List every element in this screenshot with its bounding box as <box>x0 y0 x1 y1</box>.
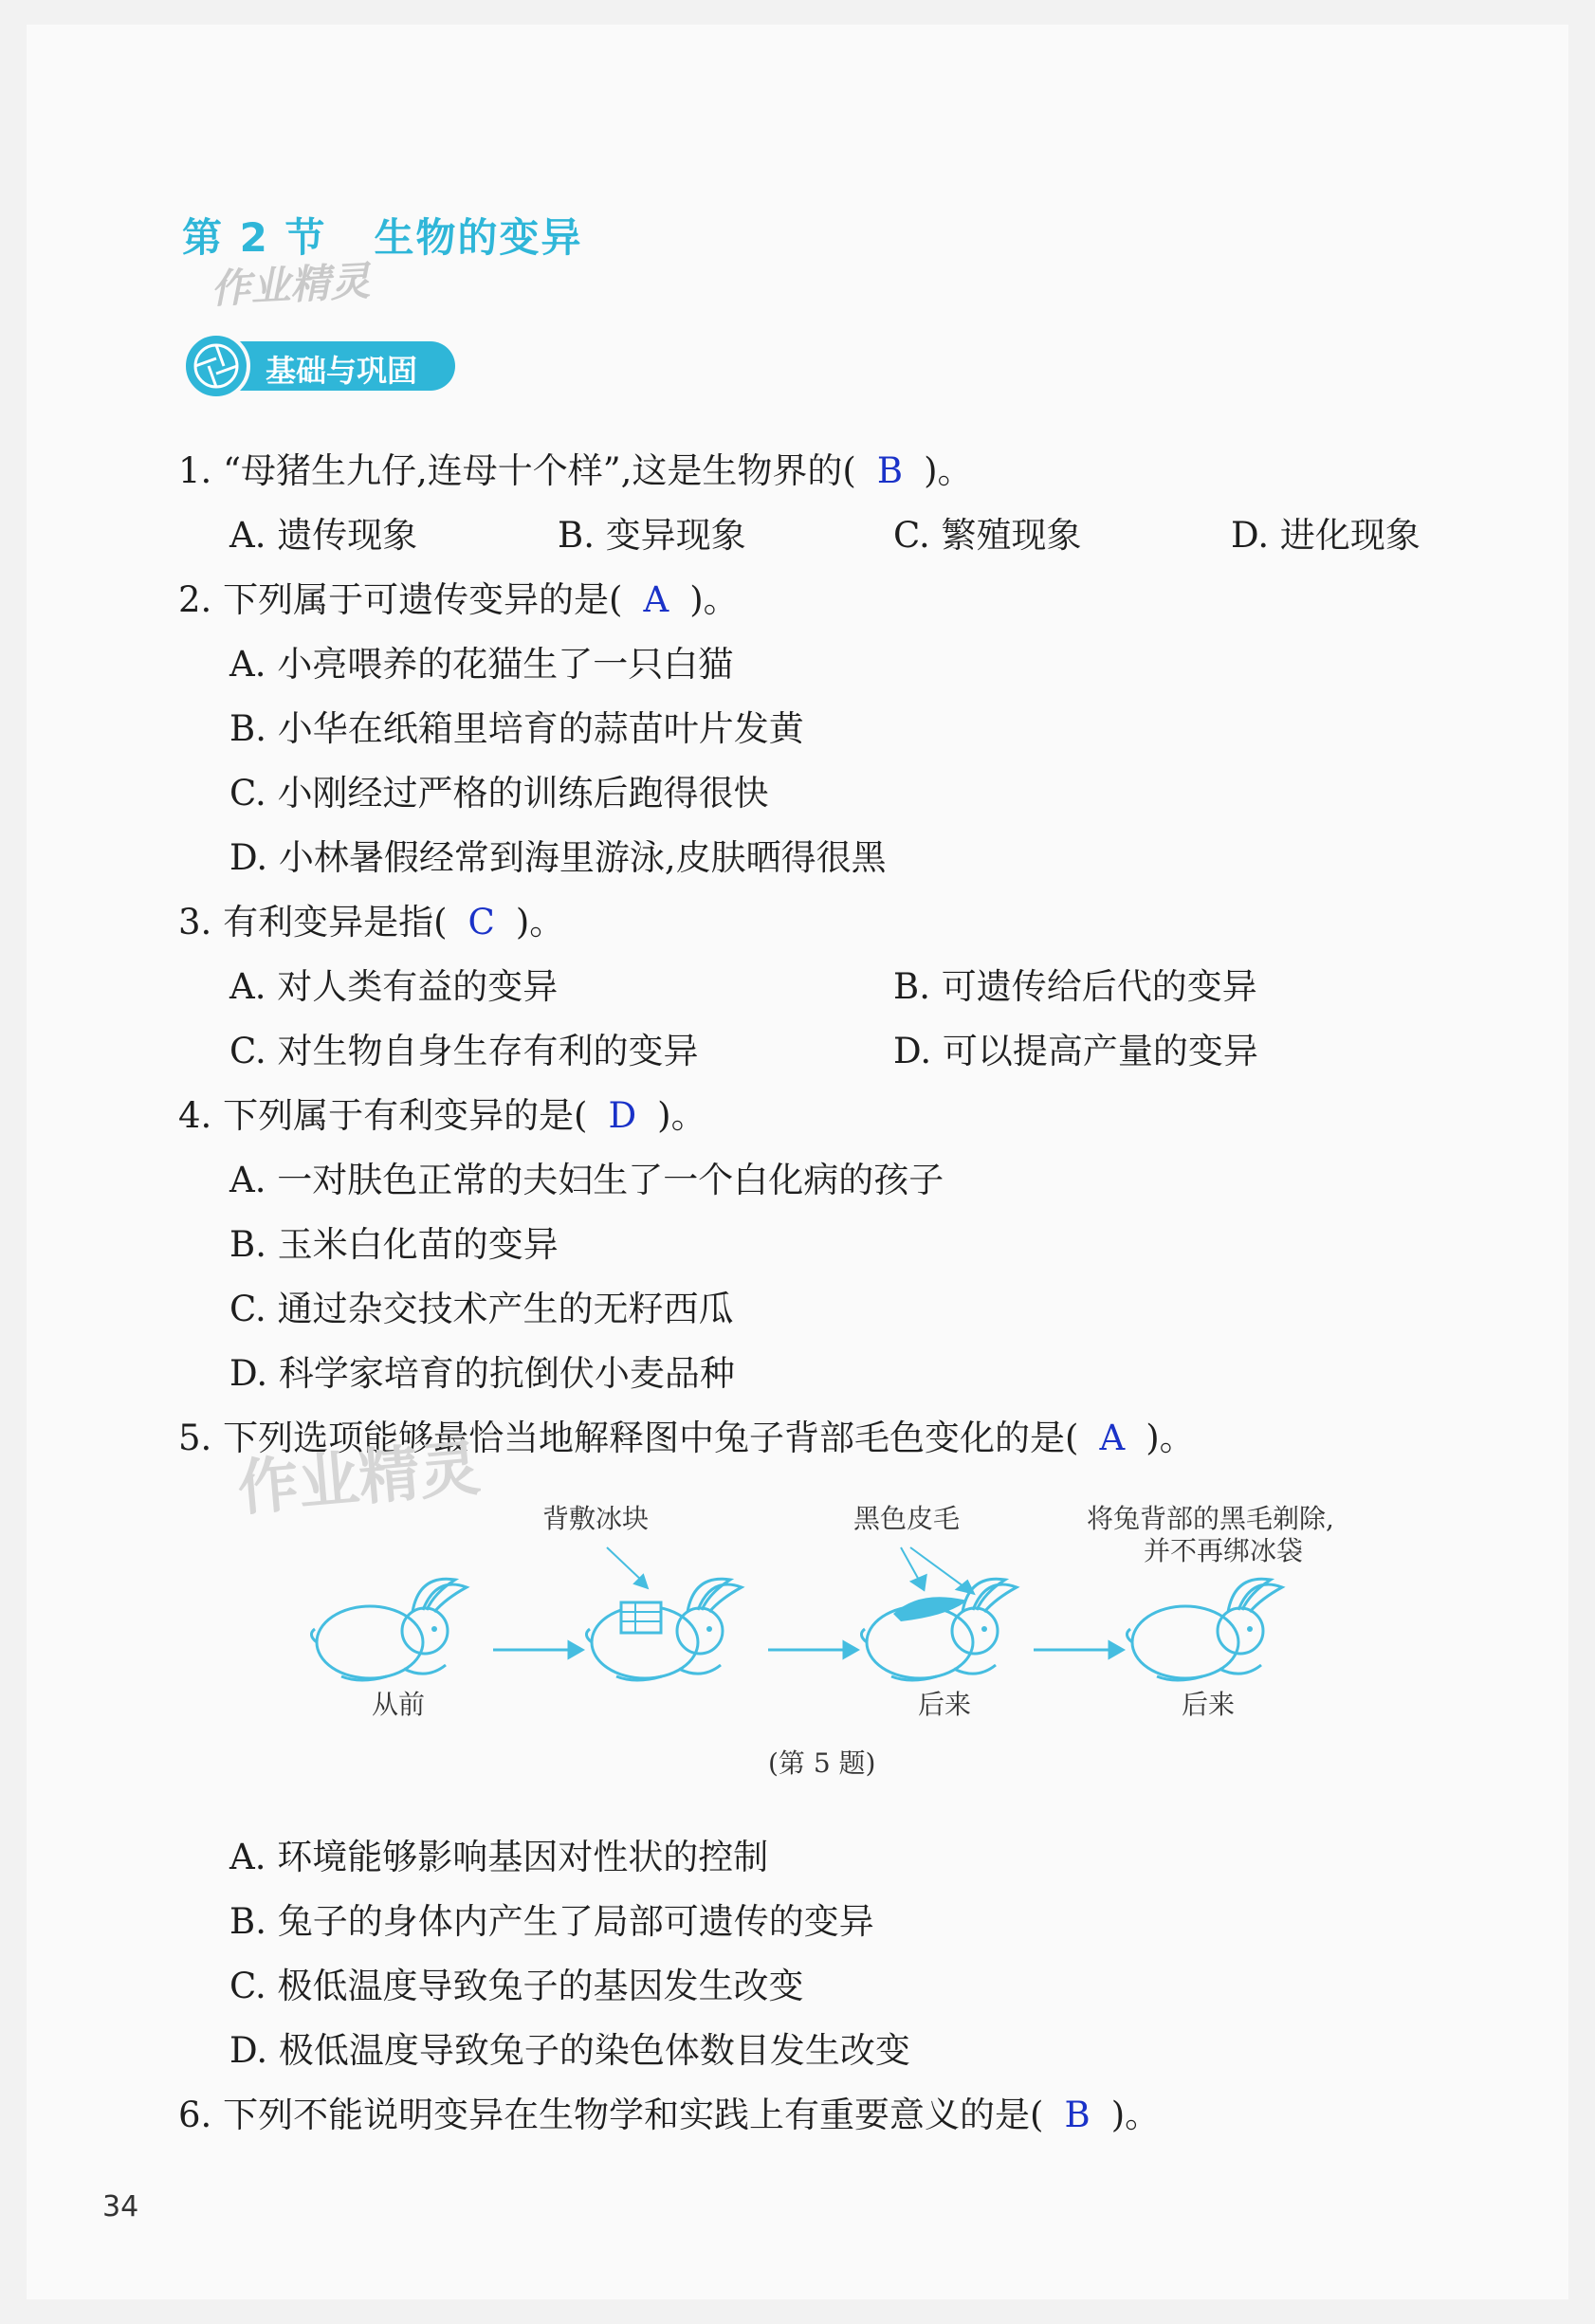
q4-stem: 4. 下列属于有利变异的是( <box>178 1095 588 1136</box>
q4-option-a: A. 一对肤色正常的夫妇生了一个白化病的孩子 <box>229 1160 944 1200</box>
q2-option-c: C. 小刚经过严格的训练后跑得很快 <box>229 773 769 814</box>
q4-answer: D <box>608 1095 637 1136</box>
q1-answer: B <box>876 450 904 491</box>
page-number: 34 <box>102 2190 139 2223</box>
question-2 <box>178 571 739 622</box>
q4-option-c: C. 通过杂交技术产生的无籽西瓜 <box>229 1289 734 1329</box>
label-shave-2: 并不再绑冰袋 <box>1144 1535 1304 1566</box>
q6-stem: 6. 下列不能说明变异在生物学和实践上有重要意义的是( <box>178 2095 1044 2135</box>
q1-stem: 1. “母猪生九仔,连母十个样”,这是生物界的( <box>178 450 856 491</box>
q3-option-c: C. 对生物自身生存有利的变异 <box>229 1031 699 1071</box>
q3-option-b: B. 可遗传给后代的变异 <box>893 966 1257 1007</box>
q5-answer: A <box>1099 1418 1126 1458</box>
section-name: 生物的变异 <box>374 214 583 261</box>
label-shave-1: 将兔背部的黑毛剃除, <box>1087 1503 1334 1534</box>
aperture-icon <box>182 332 250 400</box>
question-4 <box>178 1087 706 1138</box>
rabbit-with-ice <box>586 1579 742 1680</box>
label-before: 从前 <box>372 1689 426 1720</box>
q3-stem: 3. 有利变异是指( <box>178 902 448 942</box>
section-badge <box>182 332 457 400</box>
arrows <box>493 1547 1123 1657</box>
label-after-2: 后来 <box>1182 1689 1236 1720</box>
q1-option-d: D. 进化现象 <box>1231 515 1421 556</box>
section-title <box>182 207 582 264</box>
q2-option-d: D. 小林暑假经常到海里游泳,皮肤晒得很黑 <box>229 837 887 878</box>
q1-option-c: C. 繁殖现象 <box>893 515 1082 556</box>
label-ice-pack: 背敷冰块 <box>542 1503 650 1534</box>
q3-answer: C <box>468 902 495 942</box>
q1-stem-end: )。 <box>924 450 973 491</box>
label-black-fur: 黑色皮毛 <box>853 1503 961 1534</box>
q5-option-c: C. 极低温度导致兔子的基因发生改变 <box>229 1966 804 2006</box>
badge-label: 基础与巩固 <box>266 353 418 389</box>
question-3 <box>178 893 564 944</box>
q1-option-b: B. 变异现象 <box>558 515 746 556</box>
q3-stem-end: )。 <box>515 902 565 942</box>
section-number: 第 2 节 <box>182 214 327 261</box>
ice-pack-icon <box>621 1602 661 1633</box>
q5-option-d: D. 极低温度导致兔子的染色体数目发生改变 <box>229 2030 910 2071</box>
question-6 <box>178 2086 1160 2137</box>
q2-option-b: B. 小华在纸箱里培育的蒜苗叶片发黄 <box>229 708 804 749</box>
rabbit-black-patch <box>861 1579 1017 1680</box>
label-after-1: 后来 <box>918 1689 972 1720</box>
q4-stem-end: )。 <box>657 1095 706 1136</box>
rabbit-after <box>1127 1579 1282 1680</box>
q2-stem-end: )。 <box>689 579 739 620</box>
question-1 <box>178 442 973 493</box>
q2-stem: 2. 下列属于可遗传变异的是( <box>178 579 623 620</box>
figure-caption: (第 5 题) <box>768 1748 876 1779</box>
q2-answer: A <box>643 579 669 620</box>
q5-stem-end: )。 <box>1146 1418 1195 1458</box>
q2-option-a: A. 小亮喂养的花猫生了一只白猫 <box>229 644 734 685</box>
q5-stem: 5. 下列选项能够最恰当地解释图中兔子背部毛色变化的是( <box>178 1418 1079 1458</box>
q1-option-a: A. 遗传现象 <box>229 515 418 556</box>
q6-stem-end: )。 <box>1110 2095 1161 2135</box>
watermark-top: 作业精灵 <box>209 257 372 313</box>
q5-option-b: B. 兔子的身体内产生了局部可遗传的变异 <box>229 1901 874 1942</box>
q6-answer: B <box>1064 2095 1091 2135</box>
q4-option-b: B. 玉米白化苗的变异 <box>229 1224 559 1265</box>
q3-option-a: A. 对人类有益的变异 <box>229 966 559 1007</box>
watermark-middle: 作业精灵 <box>234 1433 484 1525</box>
rabbit-before <box>311 1579 467 1680</box>
q3-option-d: D. 可以提高产量的变异 <box>893 1031 1258 1071</box>
q5-option-a: A. 环境能够影响基因对性状的控制 <box>229 1837 769 1877</box>
q4-option-d: D. 科学家培育的抗倒伏小麦品种 <box>229 1353 735 1394</box>
